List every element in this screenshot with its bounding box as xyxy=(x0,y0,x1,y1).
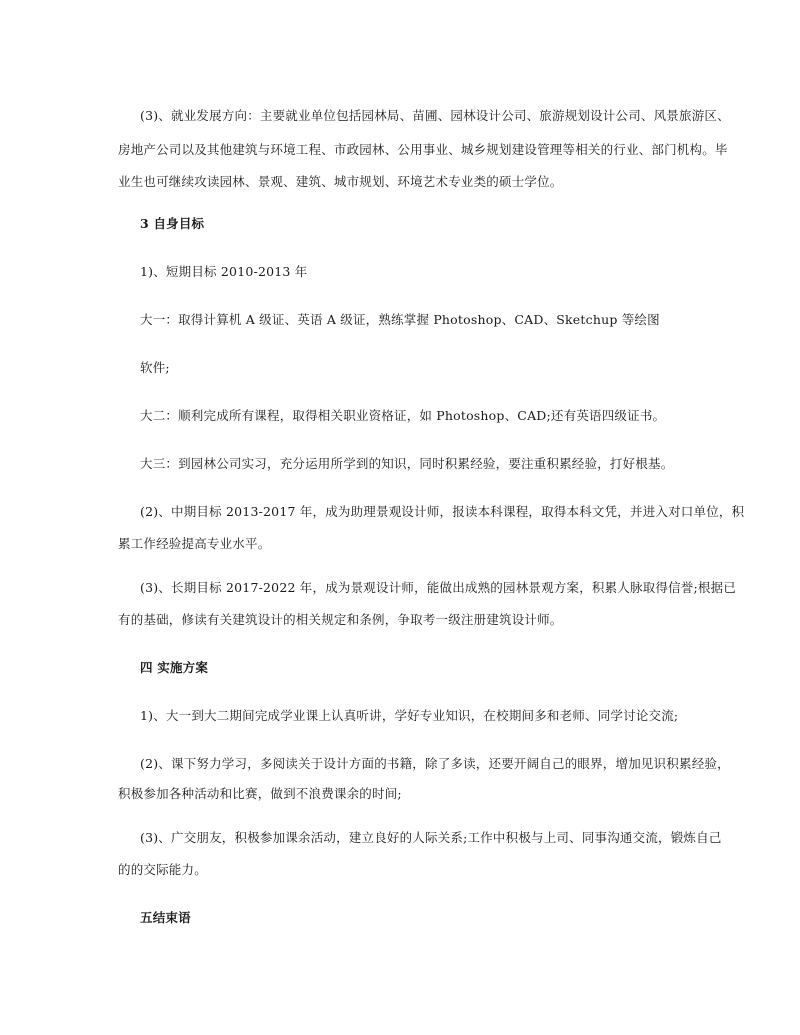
long-term-goal-line-2: 有的基础，修读有关建筑设计的相关规定和条例，争取考一级注册建筑设计师。 xyxy=(118,612,563,627)
implementation-item-2-line-1: (2)、课下努力学习，多阅读关于设计方面的书籍，除了多读，还要开阔自己的眼界，增加见识积累经验， xyxy=(140,756,730,771)
section-heading-implementation: 四 实施方案 xyxy=(140,660,209,675)
sophomore-goal: 大二：顺利完成所有课程，取得相关职业资格证，如 Photoshop、CAD;还有英语四级证书。 xyxy=(140,408,666,423)
short-term-goal-heading: 1)、短期目标 2010-2013 年 xyxy=(140,264,308,279)
section-heading-self-goals: 3 自身目标 xyxy=(140,216,205,231)
paragraph-line-employment-1: (3)、就业发展方向：主要就业单位包括园林局、苗圃、园林设计公司、旅游规划设计公司、风景旅游区、 xyxy=(140,108,730,123)
implementation-item-3-line-2: 的的交际能力。 xyxy=(118,862,207,877)
long-term-goal-line-1: (3)、长期目标 2017-2022 年，成为景观设计师，能做出成熟的园林景观方案，积累人脉取得信誉;根据已 xyxy=(140,580,737,595)
junior-goal: 大三：到园林公司实习，充分运用所学到的知识，同时积累经验，要注重积累经验，打好根基。 xyxy=(140,456,674,471)
section-heading-conclusion: 五结束语 xyxy=(140,910,191,925)
paragraph-line-employment-3: 业生也可继续攻读园林、景观、建筑、城市规划、环境艺术专业类的硕士学位。 xyxy=(118,174,563,189)
paragraph-line-employment-2: 房地产公司以及其他建筑与环境工程、市政园林、公用事业、城乡规划建设管理等相关的行业、部门机构。毕 xyxy=(118,142,728,157)
implementation-item-2-line-2: 积极参加各种活动和比赛，做到不浪费课余的时间; xyxy=(118,786,402,801)
implementation-item-1: 1)、大一到大二期间完成学业课上认真听讲，学好专业知识，在校期间多和老师、同学讨论交流; xyxy=(140,708,679,723)
mid-term-goal-line-1: (2)、中期目标 2013-2017 年，成为助理景观设计师，报读本科课程，取得本科文凭，并进入对口单位，积 xyxy=(140,504,745,519)
freshman-goal-line-1: 大一：取得计算机 A 级证、英语 A 级证，熟练掌握 Photoshop、CAD、Sketchup 等绘图 xyxy=(140,312,660,327)
implementation-item-3-line-1: (3)、广交朋友，积极参加课余活动，建立良好的人际关系;工作中积极与上司、同事沟通交流，锻炼自己 xyxy=(140,830,722,845)
freshman-goal-line-2: 软件; xyxy=(140,360,170,375)
mid-term-goal-line-2: 累工作经验提高专业水平。 xyxy=(118,536,271,551)
